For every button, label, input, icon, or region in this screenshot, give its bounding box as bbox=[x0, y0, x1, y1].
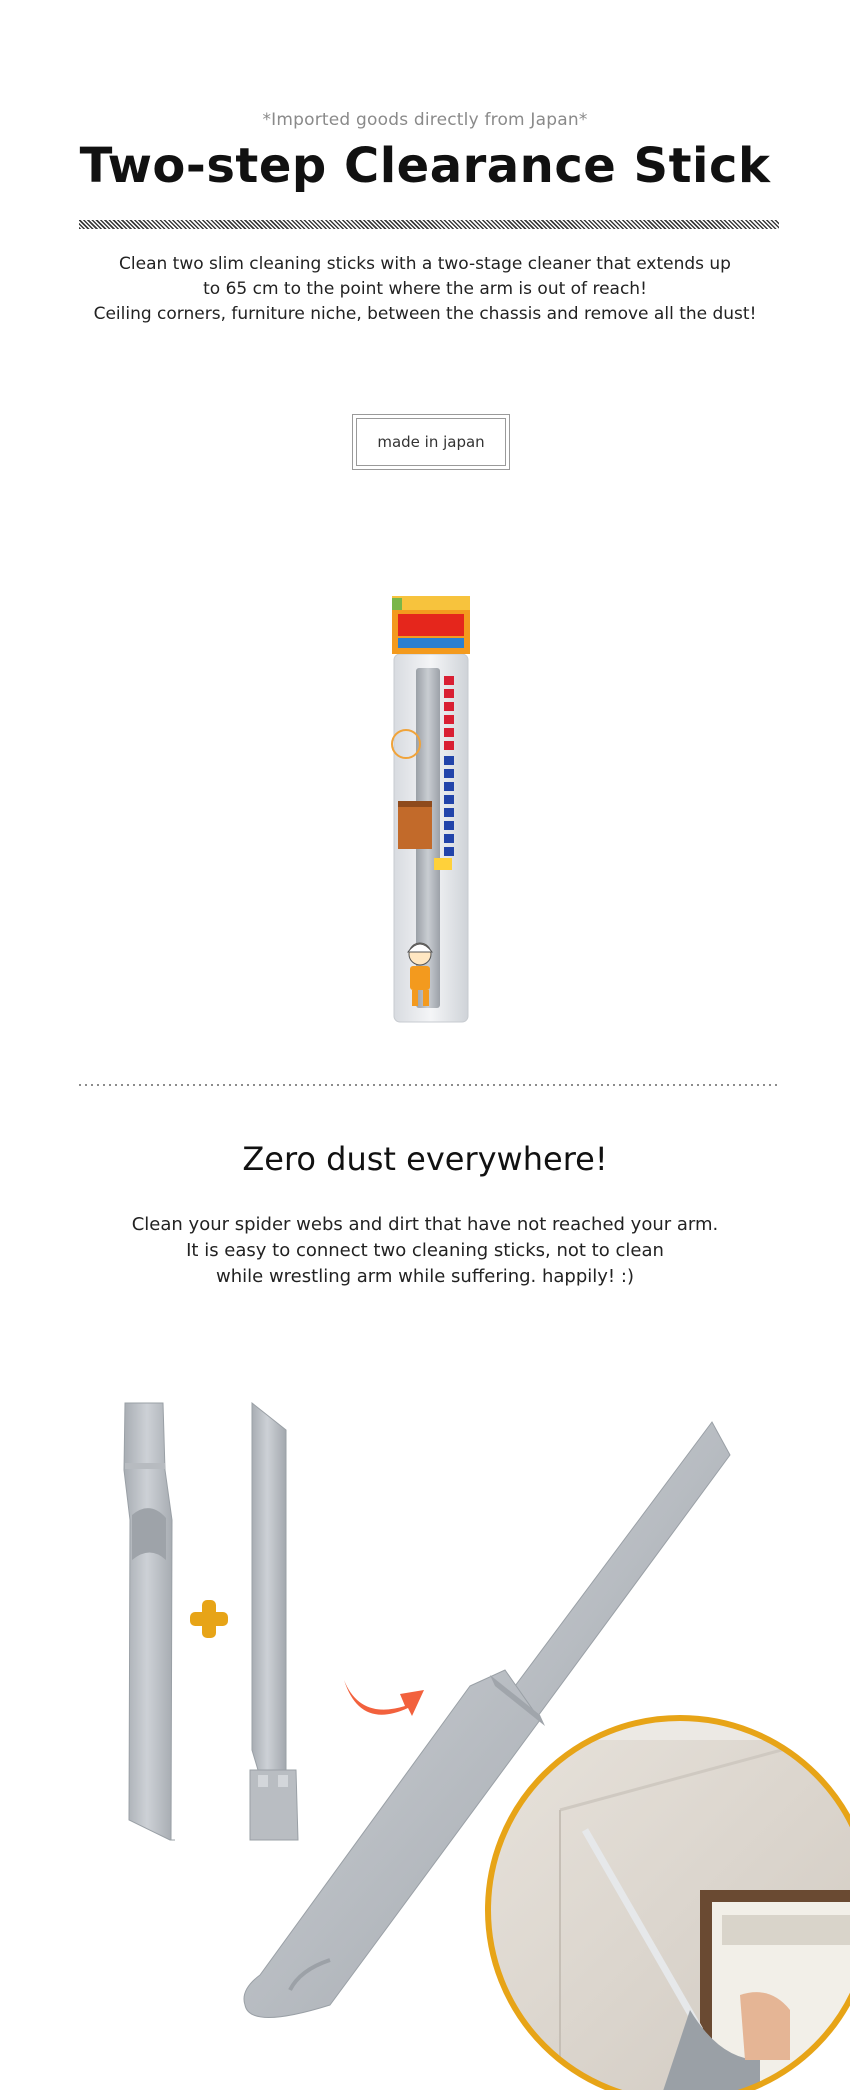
section-line: while wrestling arm while suffering. happily! :) bbox=[216, 1266, 634, 1287]
intro-line: to 65 cm to the point where the arm is out of reach! bbox=[203, 279, 647, 299]
plus-icon bbox=[190, 1600, 228, 1638]
made-in-japan-badge bbox=[352, 414, 510, 470]
page-subtitle: *Imported goods directly from Japan* bbox=[262, 110, 588, 130]
usage-photo-inset bbox=[480, 1710, 850, 2090]
dotted-divider bbox=[79, 1084, 779, 1086]
intro-line: Ceiling corners, furniture niche, between the chassis and remove all the dust! bbox=[93, 304, 757, 324]
section-description bbox=[0, 1212, 850, 1290]
stick-part-one bbox=[124, 1403, 175, 1840]
sticks-illustration bbox=[0, 1380, 850, 2090]
hatched-divider bbox=[79, 220, 779, 229]
intro-description bbox=[0, 252, 850, 327]
stick-part-two bbox=[250, 1403, 298, 1840]
intro-line: Clean two slim cleaning sticks with a two-stage cleaner that extends up bbox=[119, 254, 731, 274]
curved-arrow-icon bbox=[344, 1680, 424, 1716]
section-line: Clean your spider webs and dirt that have not reached your arm. bbox=[131, 1214, 719, 1235]
section-line: It is easy to connect two cleaning sticks, not to clean bbox=[186, 1240, 664, 1261]
page-title: Two-step Clearance Stick bbox=[79, 138, 771, 194]
product-package-image bbox=[390, 596, 472, 1026]
badge-label: made in japan bbox=[356, 418, 506, 466]
section-heading: Zero dust everywhere! bbox=[242, 1140, 608, 1178]
